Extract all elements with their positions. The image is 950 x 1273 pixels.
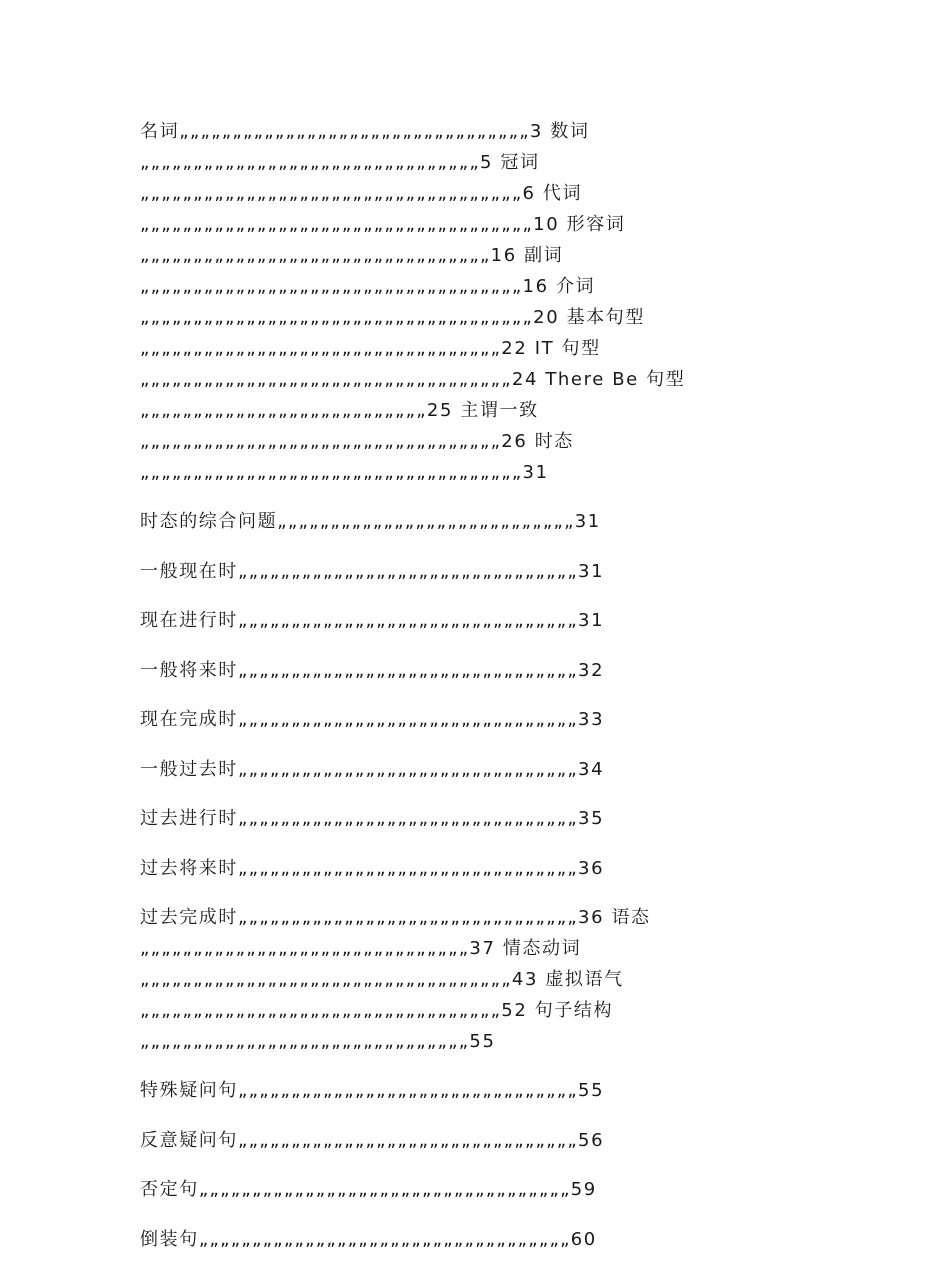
- toc-entry-title[interactable]: 虚拟语气: [545, 969, 624, 990]
- toc-entry-leader: „„„„„„„„„„„„„„„„„„„„„„„„„„„„„„„„„„„: [140, 369, 512, 390]
- toc-entry-page-number[interactable]: 10: [533, 214, 560, 235]
- toc-entry-title[interactable]: There Be 句型: [545, 369, 686, 390]
- toc-entry-leader: „„„„„„„„„„„„„„„„„„„„„„„„„„„„„„„„„„„: [140, 969, 512, 990]
- toc-entry-title[interactable]: 一般将来时: [140, 659, 238, 681]
- toc-entry-title[interactable]: 代词: [542, 183, 583, 204]
- toc-entry-leader: „„„„„„„„„„„„„„„„„„„„„„„„„„„„„„„„: [238, 560, 579, 582]
- toc-entry-page-number[interactable]: 31: [578, 610, 605, 631]
- toc-entry-leader: „„„„„„„„„„„„„„„„„„„„„„„„„„„„„„„„: [238, 659, 579, 681]
- toc-entry-leader: „„„„„„„„„„„„„„„„„„„„„„„„„„„„„„„„„: [140, 245, 491, 266]
- toc-entry-page-number[interactable]: 31: [574, 511, 601, 532]
- toc-entry-title[interactable]: 过去将来时: [140, 857, 238, 879]
- toc-entry-page-number[interactable]: 36: [578, 857, 605, 879]
- toc-entry-leader: „„„„„„„„„„„„„„„„„„„„„„„„„„„„„„„„„„„„: [140, 183, 523, 204]
- toc-entry-title[interactable]: 时态: [534, 431, 574, 452]
- toc-entry-leader: „„„„„„„„„„„„„„„„„„„„„„„„„„„„„„„„: [238, 808, 579, 829]
- toc-entry-title[interactable]: 过去进行时: [140, 808, 238, 829]
- toc-paragraph: [140, 1174, 815, 1205]
- toc-entry-page-number[interactable]: 22: [501, 338, 528, 359]
- toc-entry-leader: „„„„„„„„„„„„„„„„„„„„„„„„„„„„„„„„„: [179, 121, 530, 142]
- toc-entry-page-number[interactable]: 37: [469, 938, 496, 959]
- toc-entry-leader: „„„„„„„„„„„„„„„„„„„„„„„„„„„„„„„„: [238, 857, 579, 879]
- toc-entry-title[interactable]: 否定句: [140, 1179, 199, 1200]
- toc-entry-title[interactable]: 主谓一致: [460, 400, 539, 421]
- toc-entry-page-number[interactable]: 31: [522, 462, 549, 483]
- toc-entry-page-number[interactable]: 34: [578, 758, 605, 780]
- toc-entry-page-number[interactable]: 20: [533, 307, 560, 328]
- toc-entry-title[interactable]: 过去完成时: [140, 907, 238, 928]
- toc-entry-title[interactable]: 介词: [555, 276, 596, 297]
- toc-entry-leader: „„„„„„„„„„„„„„„„„„„„„„„„„„„„„„„„: [238, 758, 579, 780]
- toc-paragraph: [140, 655, 815, 686]
- toc-entry-title[interactable]: 情态动词: [502, 938, 582, 959]
- toc-entry-leader: „„„„„„„„„„„„„„„„„„„„„„„„„„„„: [277, 511, 575, 532]
- toc-paragraph: [140, 1125, 815, 1156]
- toc-entry-leader: „„„„„„„„„„„„„„„„„„„„„„„„„„„„„„„„„„: [140, 338, 502, 359]
- toc-entry-leader: „„„„„„„„„„„„„„„„„„„„„„„„„„„„„„„„: [238, 907, 579, 928]
- toc-entry-leader: „„„„„„„„„„„„„„„„„„„„„„„„„„„„„„„: [140, 938, 470, 959]
- toc-entry-page-number[interactable]: 52: [501, 1000, 528, 1021]
- toc-entry-page-number[interactable]: 43: [511, 969, 538, 990]
- toc-paragraph: [140, 803, 815, 834]
- toc-entry-title[interactable]: 语态: [611, 907, 651, 928]
- toc-entry-leader: „„„„„„„„„„„„„„„„„„„„„„„„„„„„„„„„„„„„: [140, 276, 523, 297]
- toc-entry-leader: „„„„„„„„„„„„„„„„„„„„„„„„„„„„„„„„: [140, 152, 481, 173]
- toc-entry-leader: „„„„„„„„„„„„„„„„„„„„„„„„„„„„„„„„„„„„„: [140, 214, 534, 235]
- toc-paragraph: [140, 853, 815, 884]
- toc-paragraph: [140, 605, 815, 636]
- toc-entry-title[interactable]: 一般现在时: [140, 560, 238, 582]
- toc-entry-title[interactable]: 句子结构: [534, 1000, 614, 1021]
- toc-paragraph: [140, 1224, 815, 1255]
- toc-paragraph: [140, 704, 815, 735]
- toc-entry-title[interactable]: 基本句型: [566, 307, 645, 328]
- toc-entry-leader: „„„„„„„„„„„„„„„„„„„„„„„„„„„: [140, 400, 427, 421]
- toc-entry-page-number[interactable]: 60: [570, 1228, 597, 1250]
- toc-entry-page-number[interactable]: 24: [511, 369, 538, 390]
- toc-entry-title[interactable]: 倒装句: [140, 1228, 199, 1250]
- toc-entry-leader: „„„„„„„„„„„„„„„„„„„„„„„„„„„„„„„„: [238, 1129, 579, 1151]
- toc-entry-title[interactable]: 时态的综合问题: [140, 511, 278, 532]
- toc-entry-page-number[interactable]: 5: [480, 152, 494, 173]
- toc-paragraph: [140, 1075, 815, 1106]
- toc-entry-title[interactable]: 反意疑问句: [140, 1129, 238, 1151]
- toc-paragraph: [140, 902, 815, 1057]
- toc-entry-page-number[interactable]: 25: [426, 400, 453, 421]
- toc-entry-page-number[interactable]: 36: [578, 907, 605, 928]
- toc-entry-page-number[interactable]: 26: [501, 431, 528, 452]
- table-of-contents: [140, 116, 815, 1273]
- toc-entry-leader: „„„„„„„„„„„„„„„„„„„„„„„„„„„„„„„„: [238, 1080, 579, 1101]
- toc-paragraph: [140, 116, 815, 488]
- toc-entry-leader: „„„„„„„„„„„„„„„„„„„„„„„„„„„„„„„„: [238, 610, 579, 631]
- toc-entry-title[interactable]: 形容词: [566, 214, 626, 235]
- toc-entry-page-number[interactable]: 6: [522, 183, 536, 204]
- toc-entry-page-number[interactable]: 56: [578, 1129, 605, 1151]
- toc-entry-leader: „„„„„„„„„„„„„„„„„„„„„„„„„„„„„„„„„„„„: [140, 462, 523, 483]
- toc-entry-leader: „„„„„„„„„„„„„„„„„„„„„„„„„„„„„„„„„„„: [198, 1228, 571, 1250]
- toc-entry-page-number[interactable]: 16: [522, 276, 549, 297]
- toc-entry-leader: „„„„„„„„„„„„„„„„„„„„„„„„„„„„„„„„„„„„„: [140, 307, 534, 328]
- toc-entry-leader: „„„„„„„„„„„„„„„„„„„„„„„„„„„„„„„: [140, 1031, 470, 1052]
- toc-entry-page-number[interactable]: 35: [578, 808, 605, 829]
- toc-entry-leader: „„„„„„„„„„„„„„„„„„„„„„„„„„„„„„„„„„: [140, 431, 502, 452]
- toc-entry-title[interactable]: 数词: [550, 121, 590, 142]
- toc-entry-title[interactable]: 现在完成时: [140, 709, 238, 730]
- toc-entry-title[interactable]: 冠词: [500, 152, 540, 173]
- toc-entry-leader: „„„„„„„„„„„„„„„„„„„„„„„„„„„„„„„„: [238, 709, 579, 730]
- toc-entry-title[interactable]: 一般过去时: [140, 758, 238, 780]
- toc-entry-title[interactable]: 名词: [140, 121, 180, 142]
- toc-paragraph: [140, 506, 815, 537]
- toc-entry-title[interactable]: 副词: [524, 245, 564, 266]
- toc-entry-page-number[interactable]: 31: [578, 560, 605, 582]
- toc-paragraph: [140, 754, 815, 785]
- toc-entry-title[interactable]: IT 句型: [534, 338, 601, 359]
- toc-entry-leader: „„„„„„„„„„„„„„„„„„„„„„„„„„„„„„„„„„„: [198, 1179, 571, 1200]
- toc-entry-page-number[interactable]: 32: [578, 659, 605, 681]
- toc-entry-page-number[interactable]: 16: [490, 245, 517, 266]
- toc-entry-page-number[interactable]: 3: [529, 121, 543, 142]
- toc-entry-page-number[interactable]: 59: [570, 1179, 597, 1200]
- toc-entry-page-number[interactable]: 55: [578, 1080, 605, 1101]
- toc-entry-title[interactable]: 现在进行时: [140, 610, 238, 631]
- toc-entry-page-number[interactable]: 55: [469, 1031, 496, 1052]
- toc-paragraph: [140, 556, 815, 587]
- toc-entry-title[interactable]: 特殊疑问句: [140, 1080, 238, 1101]
- toc-entry-leader: „„„„„„„„„„„„„„„„„„„„„„„„„„„„„„„„„„: [140, 1000, 502, 1021]
- toc-entry-page-number[interactable]: 33: [578, 709, 605, 730]
